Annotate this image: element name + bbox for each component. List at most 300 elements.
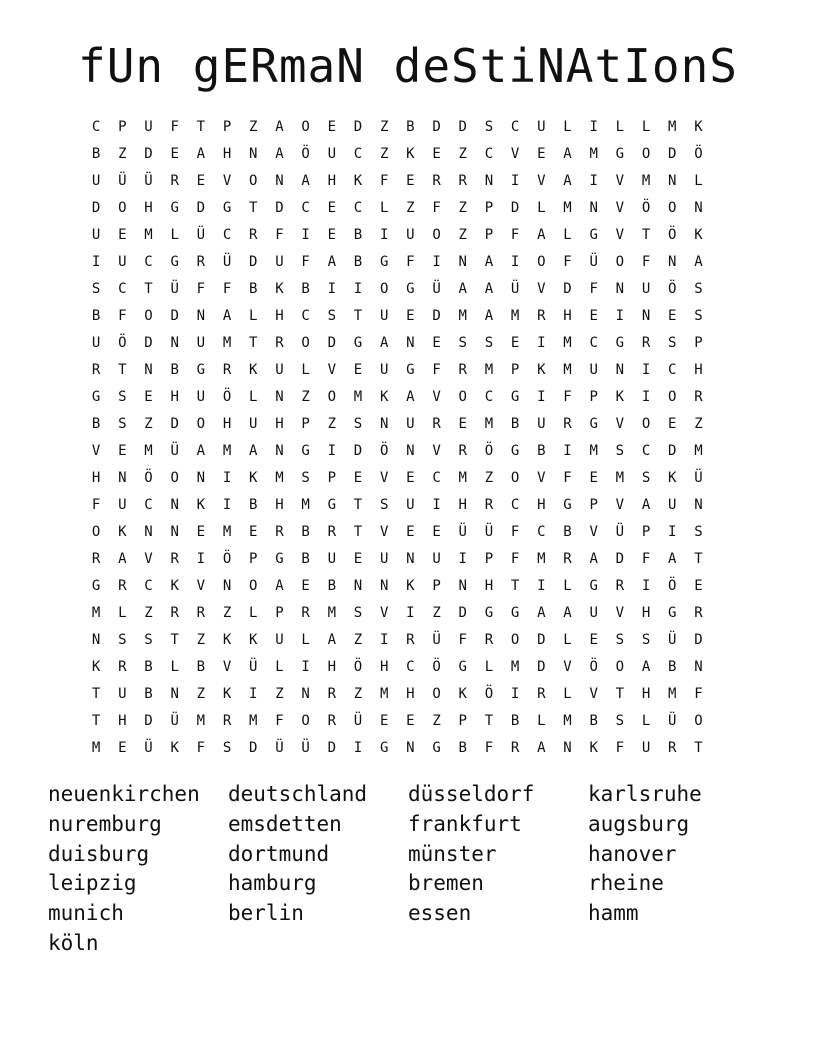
grid-letter: N [484,172,494,189]
grid-letter: N [379,577,389,594]
grid-letter: R [510,739,520,756]
grid-letter: Z [144,415,153,432]
grid-letter: U [196,388,206,405]
grid-letter: A [275,145,284,162]
grid-letter: H [275,496,284,513]
grid-letter: R [91,361,101,378]
grid-letter: L [275,658,284,675]
grid-letter: L [641,712,651,729]
grid-letter: T [118,361,127,378]
grid-letter: N [275,442,284,459]
grid-letter: M [694,442,703,459]
grid-letter: K [589,739,598,756]
grid-letter: E [406,523,415,540]
grid-letter: R [196,253,206,270]
grid-letter: M [222,334,232,351]
grid-letter: U [91,226,101,243]
grid-letter: S [301,469,310,486]
grid-letter: R [170,604,179,621]
grid-letter: H [275,415,284,432]
grid-letter: N [615,361,625,378]
grid-letter: B [144,685,153,702]
grid-row [83,410,733,437]
grid-letter: M [563,199,572,216]
grid-letter: H [563,307,572,324]
grid-letter: N [353,577,363,594]
grid-letter: P [641,523,651,540]
grid-letter: E [432,523,441,540]
grid-letter: L [537,712,546,729]
grid-letter: V [615,496,625,513]
grid-letter: V [615,172,625,189]
grid-letter: R [222,361,232,378]
grid-letter: A [275,118,284,135]
grid-letter: B [589,712,598,729]
grid-letter: S [694,280,703,297]
grid-letter: C [510,496,520,513]
grid-letter: S [327,307,336,324]
grid-letter: V [537,469,546,486]
grid-letter: O [301,712,310,729]
grid-letter: U [144,118,153,135]
grid-letter: E [668,415,677,432]
word-list-item: deutschland [228,782,368,806]
grid-letter: D [458,604,467,621]
grid-letter: E [694,577,703,594]
word-list-item: bremen [408,871,484,896]
grid-letter: T [144,280,153,297]
grid-letter: G [170,253,179,270]
grid-letter: A [484,307,494,324]
grid-letter: F [694,685,703,702]
grid-letter: U [275,253,284,270]
grid-letter: Z [694,415,703,432]
grid-letter: A [537,604,546,621]
grid-letter: I [432,496,441,513]
grid-letter: Ü [353,712,363,729]
grid-letter: B [563,523,572,540]
grid-letter: M [668,685,677,702]
grid-letter: E [406,307,415,324]
grid-letter: L [563,685,572,702]
grid-letter: D [615,550,625,567]
grid-letter: E [118,226,127,243]
grid-letter: E [432,145,441,162]
grid-letter: K [249,631,258,648]
grid-letter: R [118,658,127,675]
grid-letter: U [379,307,389,324]
grid-letter: P [589,496,598,513]
grid-letter: A [563,604,572,621]
grid-row [83,545,733,572]
grid-row [83,248,733,275]
grid-letter: A [484,253,494,270]
grid-letter: M [275,469,284,486]
grid-letter: B [91,145,101,162]
grid-letter: K [222,631,232,648]
grid-letter: N [144,361,153,378]
grid-letter: I [301,226,310,243]
word-list-item: munich [48,901,124,926]
grid-letter: H [275,307,284,324]
grid-letter: C [641,442,651,459]
grid-letter: B [353,226,363,243]
grid-letter: E [406,712,415,729]
grid-letter: D [563,280,572,297]
word-list-item: berlin [228,901,304,926]
grid-letter: T [353,496,363,513]
grid-row [83,599,733,626]
grid-letter: M [589,442,598,459]
grid-letter: N [406,739,415,756]
grid-letter: F [510,226,520,243]
grid-letter: V [222,658,232,675]
grid-letter: I [249,685,258,702]
grid-letter: Ö [144,469,153,486]
grid-letter: V [327,361,336,378]
grid-letter: Ü [170,442,179,459]
grid-letter: Ü [118,172,127,189]
grid-letter: V [432,388,441,405]
grid-letter: G [327,496,336,513]
grid-letter: B [91,307,101,324]
grid-letter: Ö [118,334,127,351]
grid-letter: D [144,712,153,729]
grid-letter: B [406,118,415,135]
grid-letter: I [668,523,677,540]
grid-letter: G [432,739,441,756]
word-list-item: emsdetten [228,811,342,836]
grid-letter: L [537,199,546,216]
grid-letter: V [91,442,101,459]
grid-letter: V [144,550,153,567]
grid-letter: I [537,577,546,594]
word-list-item: düsseldorf [408,782,535,806]
grid-letter: F [641,253,651,270]
grid-letter: P [589,388,598,405]
grid-letter: E [144,388,153,405]
grid-row [83,626,733,653]
grid-letter: C [537,523,546,540]
grid-letter: Ö [668,280,677,297]
grid-letter: F [196,739,206,756]
grid-letter: R [170,550,179,567]
grid-letter: R [275,523,284,540]
grid-letter: R [170,172,179,189]
grid-letter: L [301,361,310,378]
grid-letter: E [510,334,520,351]
grid-letter: S [641,631,651,648]
grid-letter: Ö [222,550,232,567]
grid-letter: C [91,118,101,135]
grid-letter: R [222,712,232,729]
grid-letter: O [537,253,546,270]
grid-letter: H [641,604,651,621]
grid-letter: E [196,523,206,540]
grid-letter: T [249,199,258,216]
grid-letter: I [91,253,101,270]
grid-letter: R [458,442,467,459]
grid-letter: N [458,253,467,270]
grid-letter: D [91,199,101,216]
grid-letter: A [379,334,389,351]
grid-letter: Z [432,604,441,621]
grid-letter: Ü [170,712,179,729]
grid-letter: D [537,658,546,675]
grid-letter: I [379,226,389,243]
grid-letter: T [91,712,101,729]
grid-letter: C [144,577,153,594]
grid-letter: M [144,226,153,243]
grid-letter: O [118,199,127,216]
grid-letter: P [275,604,284,621]
grid-letter: Z [484,469,494,486]
grid-letter: N [170,523,179,540]
grid-letter: I [537,388,546,405]
grid-letter: G [589,226,598,243]
grid-letter: F [589,280,598,297]
grid-letter: N [668,253,677,270]
grid-letter: U [327,145,336,162]
grid-letter: C [668,361,677,378]
grid-letter: V [379,604,389,621]
grid-letter: H [327,172,336,189]
grid-letter: E [589,307,598,324]
grid-letter: M [196,712,206,729]
grid-letter: U [196,334,206,351]
grid-letter: L [379,199,389,216]
grid-letter: I [537,334,546,351]
grid-letter: R [249,226,258,243]
grid-letter: T [196,118,206,135]
grid-letter: C [353,199,363,216]
grid-letter: T [641,226,651,243]
grid-letter: G [484,604,494,621]
grid-row [83,437,733,464]
grid-letter: E [170,145,179,162]
grid-letter: U [641,280,651,297]
grid-letter: I [641,388,651,405]
grid-letter: Ö [484,442,494,459]
grid-letter: F [196,280,206,297]
grid-letter: F [510,523,520,540]
grid-letter: L [563,577,572,594]
grid-letter: Ö [432,658,441,675]
grid-letter: F [510,550,520,567]
grid-letter: V [563,658,572,675]
grid-letter: E [589,469,598,486]
grid-row [83,734,733,761]
grid-letter: D [432,118,441,135]
grid-letter: M [484,361,494,378]
grid-letter: S [615,712,625,729]
grid-letter: O [510,469,520,486]
grid-letter: G [301,442,310,459]
grid-letter: D [144,145,153,162]
grid-letter: B [327,577,336,594]
grid-letter: E [406,172,415,189]
grid-letter: A [301,172,310,189]
grid-letter: Z [458,145,467,162]
word-list-item: rheine [588,871,664,896]
grid-letter: C [484,388,494,405]
grid-letter: Z [353,685,363,702]
grid-letter: Z [458,226,467,243]
grid-letter: B [353,253,363,270]
word-list-item: hamburg [228,871,317,896]
grid-letter: I [589,172,598,189]
grid-letter: B [537,442,546,459]
grid-row [83,383,733,410]
grid-letter: A [537,226,546,243]
grid-letter: V [379,523,389,540]
grid-letter: F [91,496,101,513]
grid-letter: P [484,199,494,216]
grid-letter: I [432,253,441,270]
grid-letter: R [641,334,651,351]
grid-letter: F [563,253,572,270]
grid-letter: R [327,712,336,729]
grid-letter: K [275,280,284,297]
grid-letter: B [458,739,467,756]
grid-letter: E [458,415,467,432]
grid-letter: S [353,415,363,432]
grid-letter: L [615,118,625,135]
grid-letter: Z [353,631,363,648]
grid-letter: D [432,307,441,324]
grid-letter: K [353,172,363,189]
grid-letter: S [694,523,703,540]
grid-letter: E [379,712,389,729]
grid-letter: P [222,118,232,135]
grid-letter: I [379,631,389,648]
grid-letter: Ü [275,739,284,756]
grid-letter: D [327,334,336,351]
grid-letter: S [668,334,677,351]
grid-letter: D [458,118,467,135]
grid-letter: S [458,334,467,351]
grid-letter: N [91,631,101,648]
grid-letter: U [589,604,598,621]
grid-letter: M [301,496,310,513]
grid-letter: O [641,145,651,162]
grid-letter: H [406,685,415,702]
grid-letter: N [144,523,153,540]
grid-row [83,491,733,518]
grid-letter: Ü [170,280,179,297]
grid-letter: C [353,145,363,162]
grid-letter: R [275,334,284,351]
grid-letter: N [668,172,677,189]
grid-letter: D [196,199,206,216]
grid-letter: F [458,631,467,648]
grid-letter: T [694,550,703,567]
grid-letter: R [537,307,546,324]
grid-letter: F [432,199,441,216]
grid-letter: I [327,280,336,297]
grid-letter: Z [249,118,258,135]
grid-letter: B [249,496,258,513]
grid-letter: Ü [144,172,153,189]
grid-letter: P [458,712,467,729]
grid-letter: D [327,739,336,756]
grid-letter: D [510,199,520,216]
grid-letter: B [301,280,310,297]
grid-letter: R [537,685,546,702]
grid-row [83,221,733,248]
grid-letter: S [615,631,625,648]
grid-letter: R [196,604,206,621]
grid-letter: F [406,253,415,270]
grid-letter: C [484,145,494,162]
grid-letter: E [327,199,336,216]
grid-letter: C [432,469,441,486]
grid-letter: Ö [379,442,389,459]
grid-letter: O [327,388,336,405]
grid-letter: N [170,334,179,351]
grid-letter: G [510,442,520,459]
grid-letter: R [432,172,441,189]
grid-letter: I [406,604,415,621]
grid-letter: I [222,469,232,486]
grid-letter: R [406,631,415,648]
word-list-item: karlsruhe [588,782,702,806]
grid-letter: I [353,739,363,756]
grid-row [83,113,733,140]
grid-letter: Z [406,199,415,216]
grid-letter: M [379,685,389,702]
grid-letter: D [144,334,153,351]
grid-letter: I [327,442,336,459]
grid-letter: R [458,172,467,189]
letter-grid [83,113,733,761]
grid-letter: L [563,118,572,135]
grid-letter: Ö [484,685,494,702]
grid-letter: G [222,199,232,216]
grid-letter: G [510,604,520,621]
grid-letter: A [537,739,546,756]
grid-row [83,140,733,167]
grid-letter: T [249,334,258,351]
grid-letter: B [668,658,677,675]
grid-row [83,572,733,599]
grid-letter: B [510,415,520,432]
grid-letter: G [91,388,101,405]
grid-letter: S [222,739,232,756]
grid-letter: H [144,199,153,216]
grid-letter: L [118,604,127,621]
grid-letter: A [641,658,651,675]
grid-letter: K [170,739,179,756]
grid-letter: C [144,253,153,270]
grid-letter: F [301,253,310,270]
grid-letter: D [249,739,258,756]
grid-letter: O [668,388,677,405]
grid-letter: R [694,604,703,621]
grid-letter: N [196,469,206,486]
grid-letter: H [118,712,127,729]
grid-letter: S [694,307,703,324]
grid-letter: F [563,469,572,486]
grid-letter: O [458,388,467,405]
grid-letter: S [118,631,127,648]
grid-letter: M [537,550,546,567]
grid-row [83,707,733,734]
grid-letter: Ü [510,280,520,297]
grid-letter: H [537,496,546,513]
grid-letter: K [196,496,206,513]
grid-letter: C [301,307,310,324]
